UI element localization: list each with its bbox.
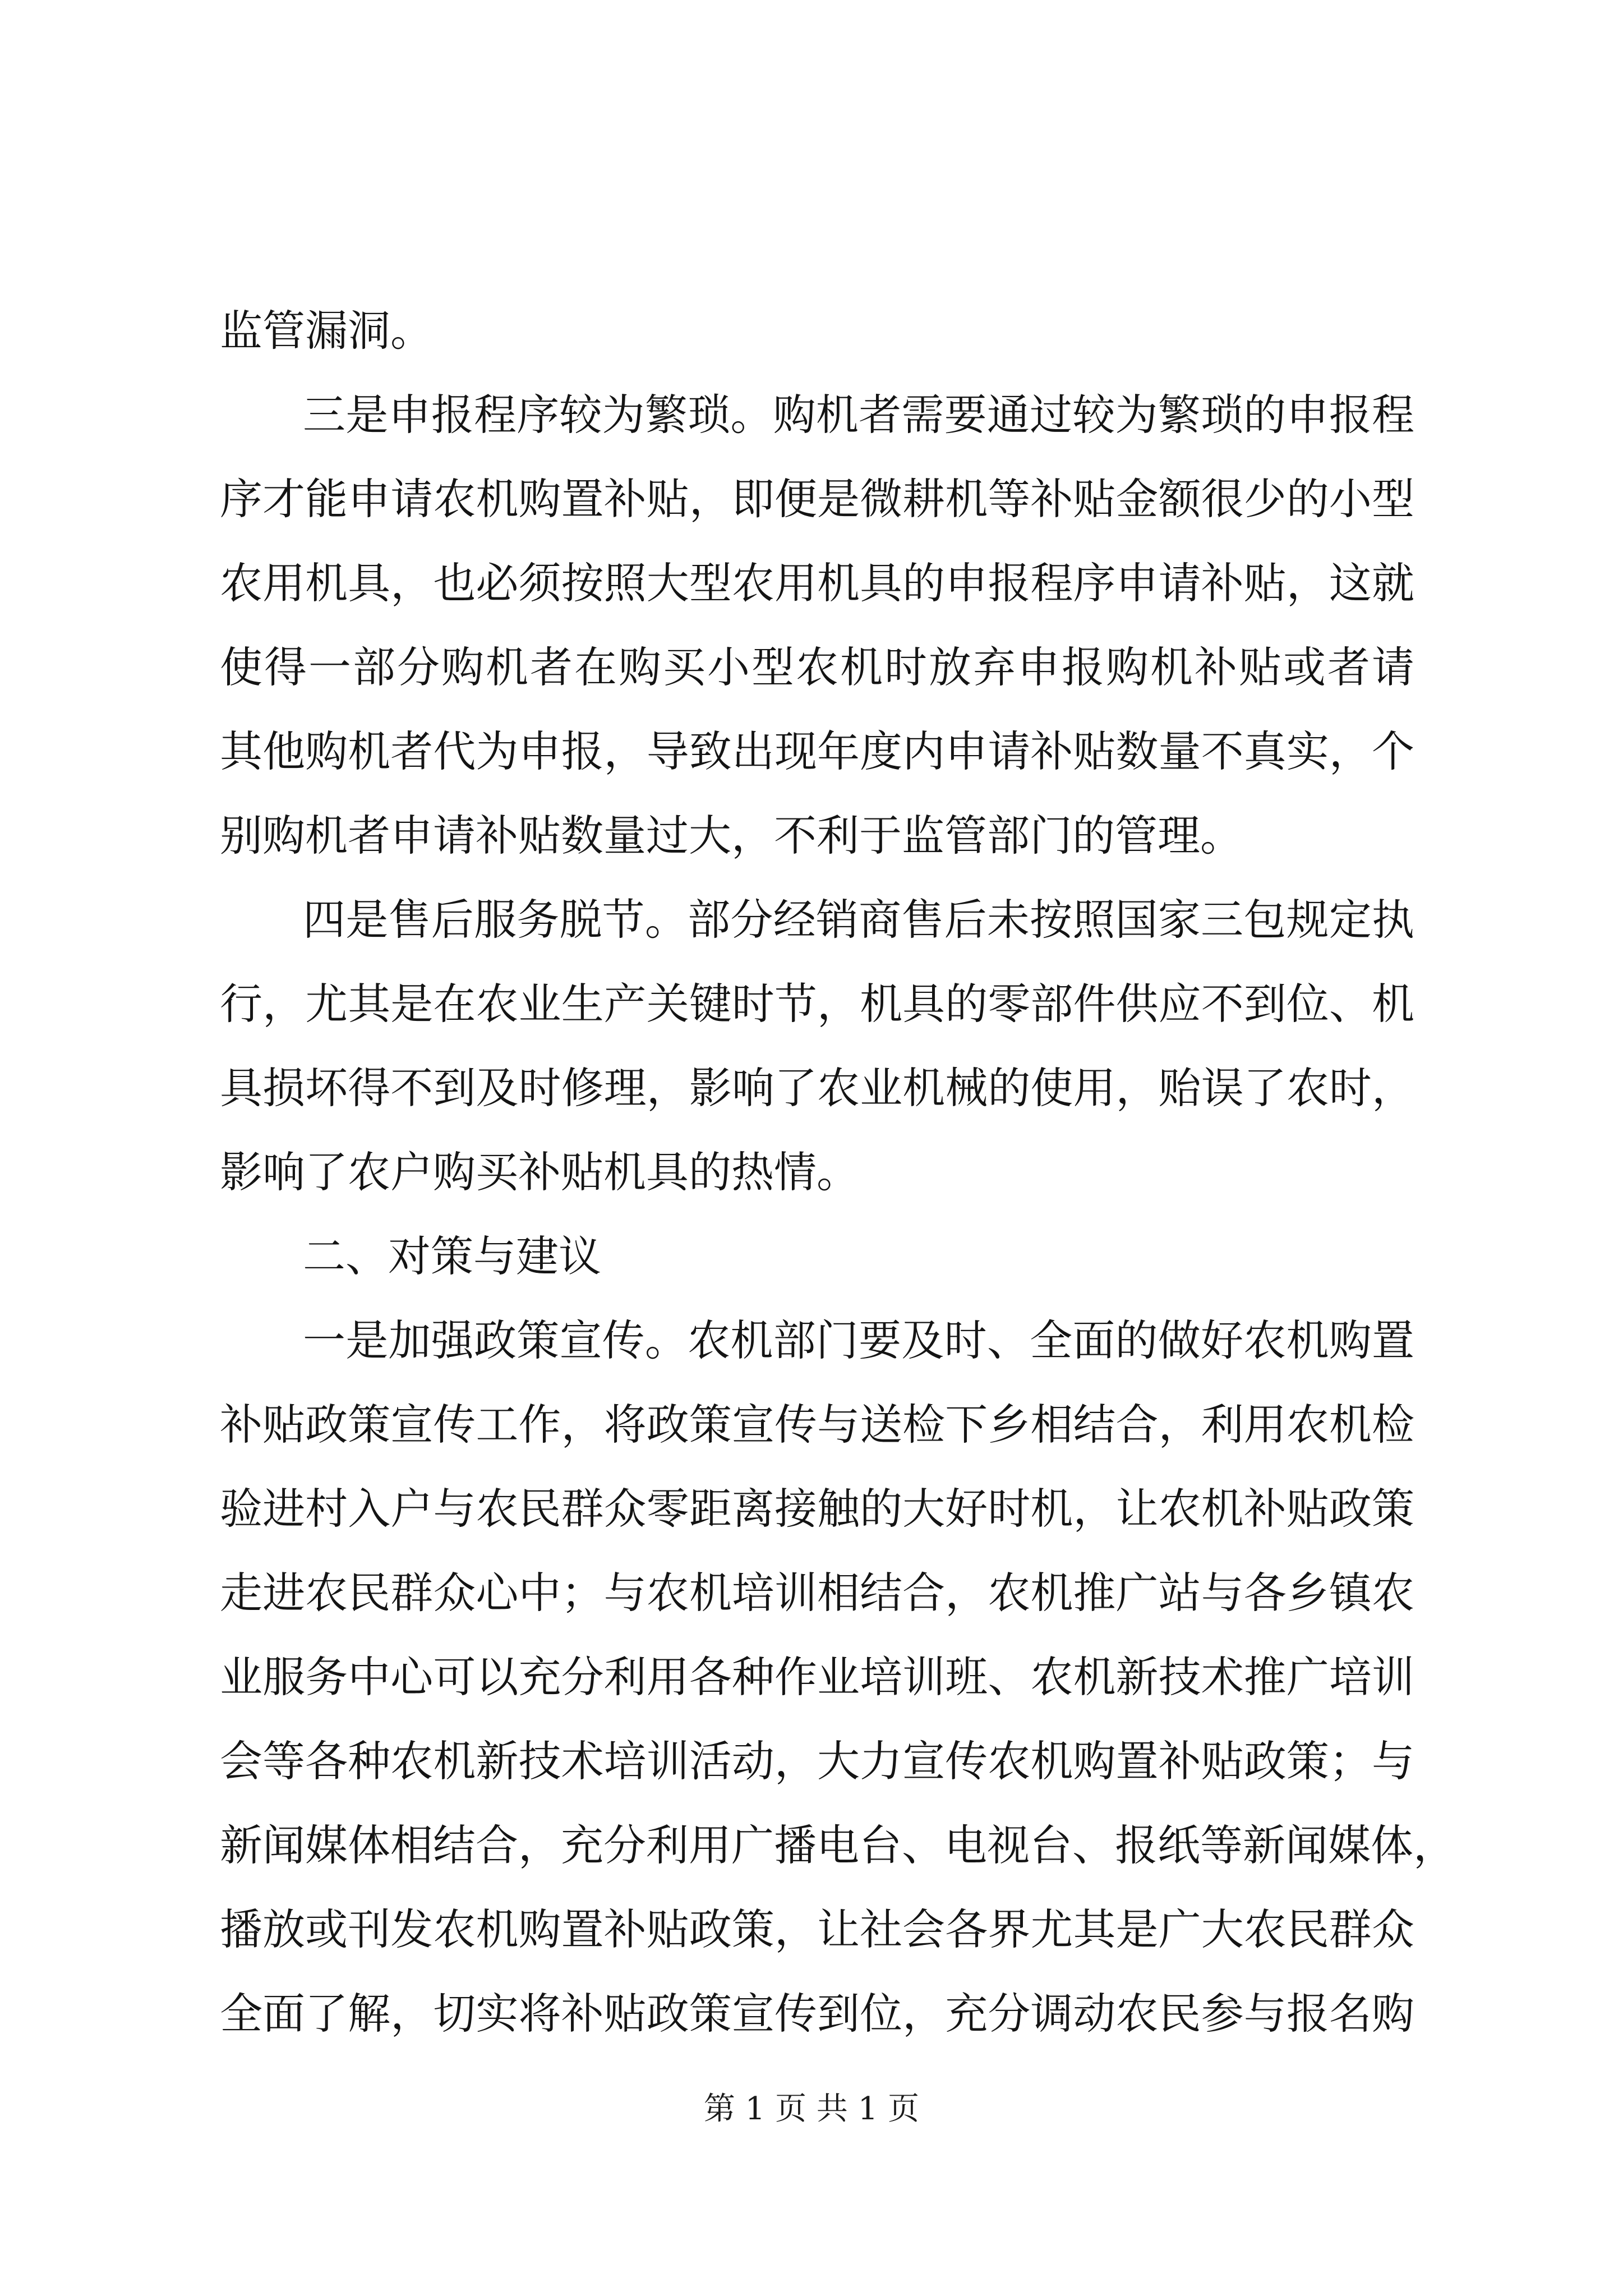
page-footer: 第 1 页 共 1 页 (703, 2091, 920, 2127)
text-line: 农用机具，也必须按照大型农用机具的申报程序申请补贴，这就 (220, 558, 1414, 608)
text-line: 播放或刊发农机购置补贴政策，让社会各界尤其是广大农民群众 (220, 1904, 1414, 1954)
text-line: 使得一部分购机者在购买小型农机时放弃申报购机补贴或者请 (220, 642, 1414, 692)
text-line: 一是加强政策宣传。农机部门要及时、全面的做好农机购置 (303, 1315, 1414, 1365)
text-line: 新闻媒体相结合，充分利用广播电台、电视台、报纸等新闻媒体， (220, 1820, 1456, 1870)
text-line: 别购机者申请补贴数量过大，不利于监管部门的管理。 (220, 811, 1243, 861)
text-line: 会等各种农机新技术培训活动，大力宣传农机购置补贴政策；与 (220, 1736, 1414, 1786)
text-line: 监管漏洞。 (220, 306, 433, 356)
text-line: 走进农民群众心中；与农机培训相结合，农机推广站与各乡镇农 (220, 1568, 1414, 1618)
text-line: 三是申报程序较为繁琐。购机者需要通过较为繁琐的申报程 (303, 390, 1414, 440)
section-heading: 二、对策与建议 (303, 1231, 601, 1281)
text-line: 其他购机者代为申报，导致出现年度内申请补贴数量不真实，个 (220, 726, 1414, 776)
text-line: 业服务中心可以充分利用各种作业培训班、农机新技术推广培训 (220, 1652, 1414, 1702)
text-line: 全面了解，切实将补贴政策宣传到位，充分调动农民参与报名购 (220, 1989, 1414, 2039)
text-line: 序才能申请农机购置补贴，即便是微耕机等补贴金额很少的小型 (220, 474, 1414, 524)
text-line: 行，尤其是在农业生产关键时节，机具的零部件供应不到位、机 (220, 979, 1414, 1029)
text-line: 补贴政策宣传工作，将政策宣传与送检下乡相结合，利用农机检 (220, 1400, 1414, 1450)
text-line: 验进村入户与农民群众零距离接触的大好时机，让农机补贴政策 (220, 1484, 1414, 1534)
text-line: 具损坏得不到及时修理，影响了农业机械的使用，贻误了农时， (220, 1063, 1414, 1113)
text-line: 影响了农户购买补贴机具的热情。 (220, 1147, 859, 1197)
text-line: 四是售后服务脱节。部分经销商售后未按照国家三包规定执 (303, 895, 1414, 945)
